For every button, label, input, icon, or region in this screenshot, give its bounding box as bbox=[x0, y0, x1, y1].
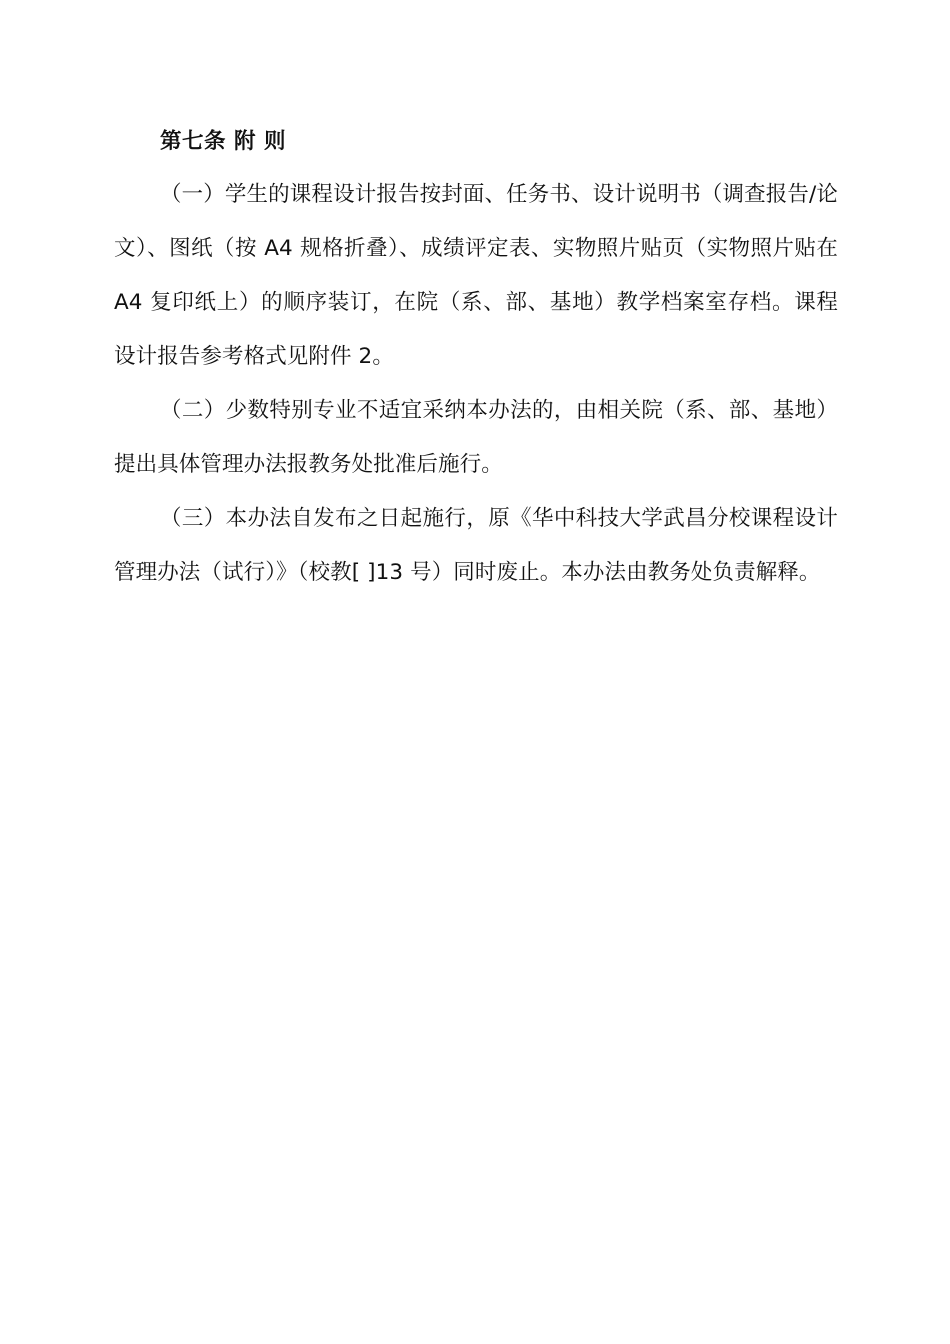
paragraph-1: （一）学生的课程设计报告按封面、任务书、设计说明书（调查报告/论文）、图纸（按 A4 规格折叠）、成绩评定表、实物照片贴页（实物照片贴在 A4 复印纸上）的顺序装订，在院（系、部、基地）教学档案室存档。课程设计报告参考格式见附件 2。 bbox=[114, 182, 838, 369]
paragraph-3: （三）本办法自发布之日起施行，原《华中科技大学武昌分校课程设计管理办法（试行）》（校教[ ]13 号）同时废止。本办法由教务处负责解释。 bbox=[114, 506, 838, 585]
article-body bbox=[114, 116, 838, 600]
article-heading: 第七条 附 则 bbox=[160, 129, 286, 154]
paragraph-2: （二）少数特别专业不适宜采纳本办法的，由相关院（系、部、基地）提出具体管理办法报教务处批准后施行。 bbox=[114, 398, 838, 477]
